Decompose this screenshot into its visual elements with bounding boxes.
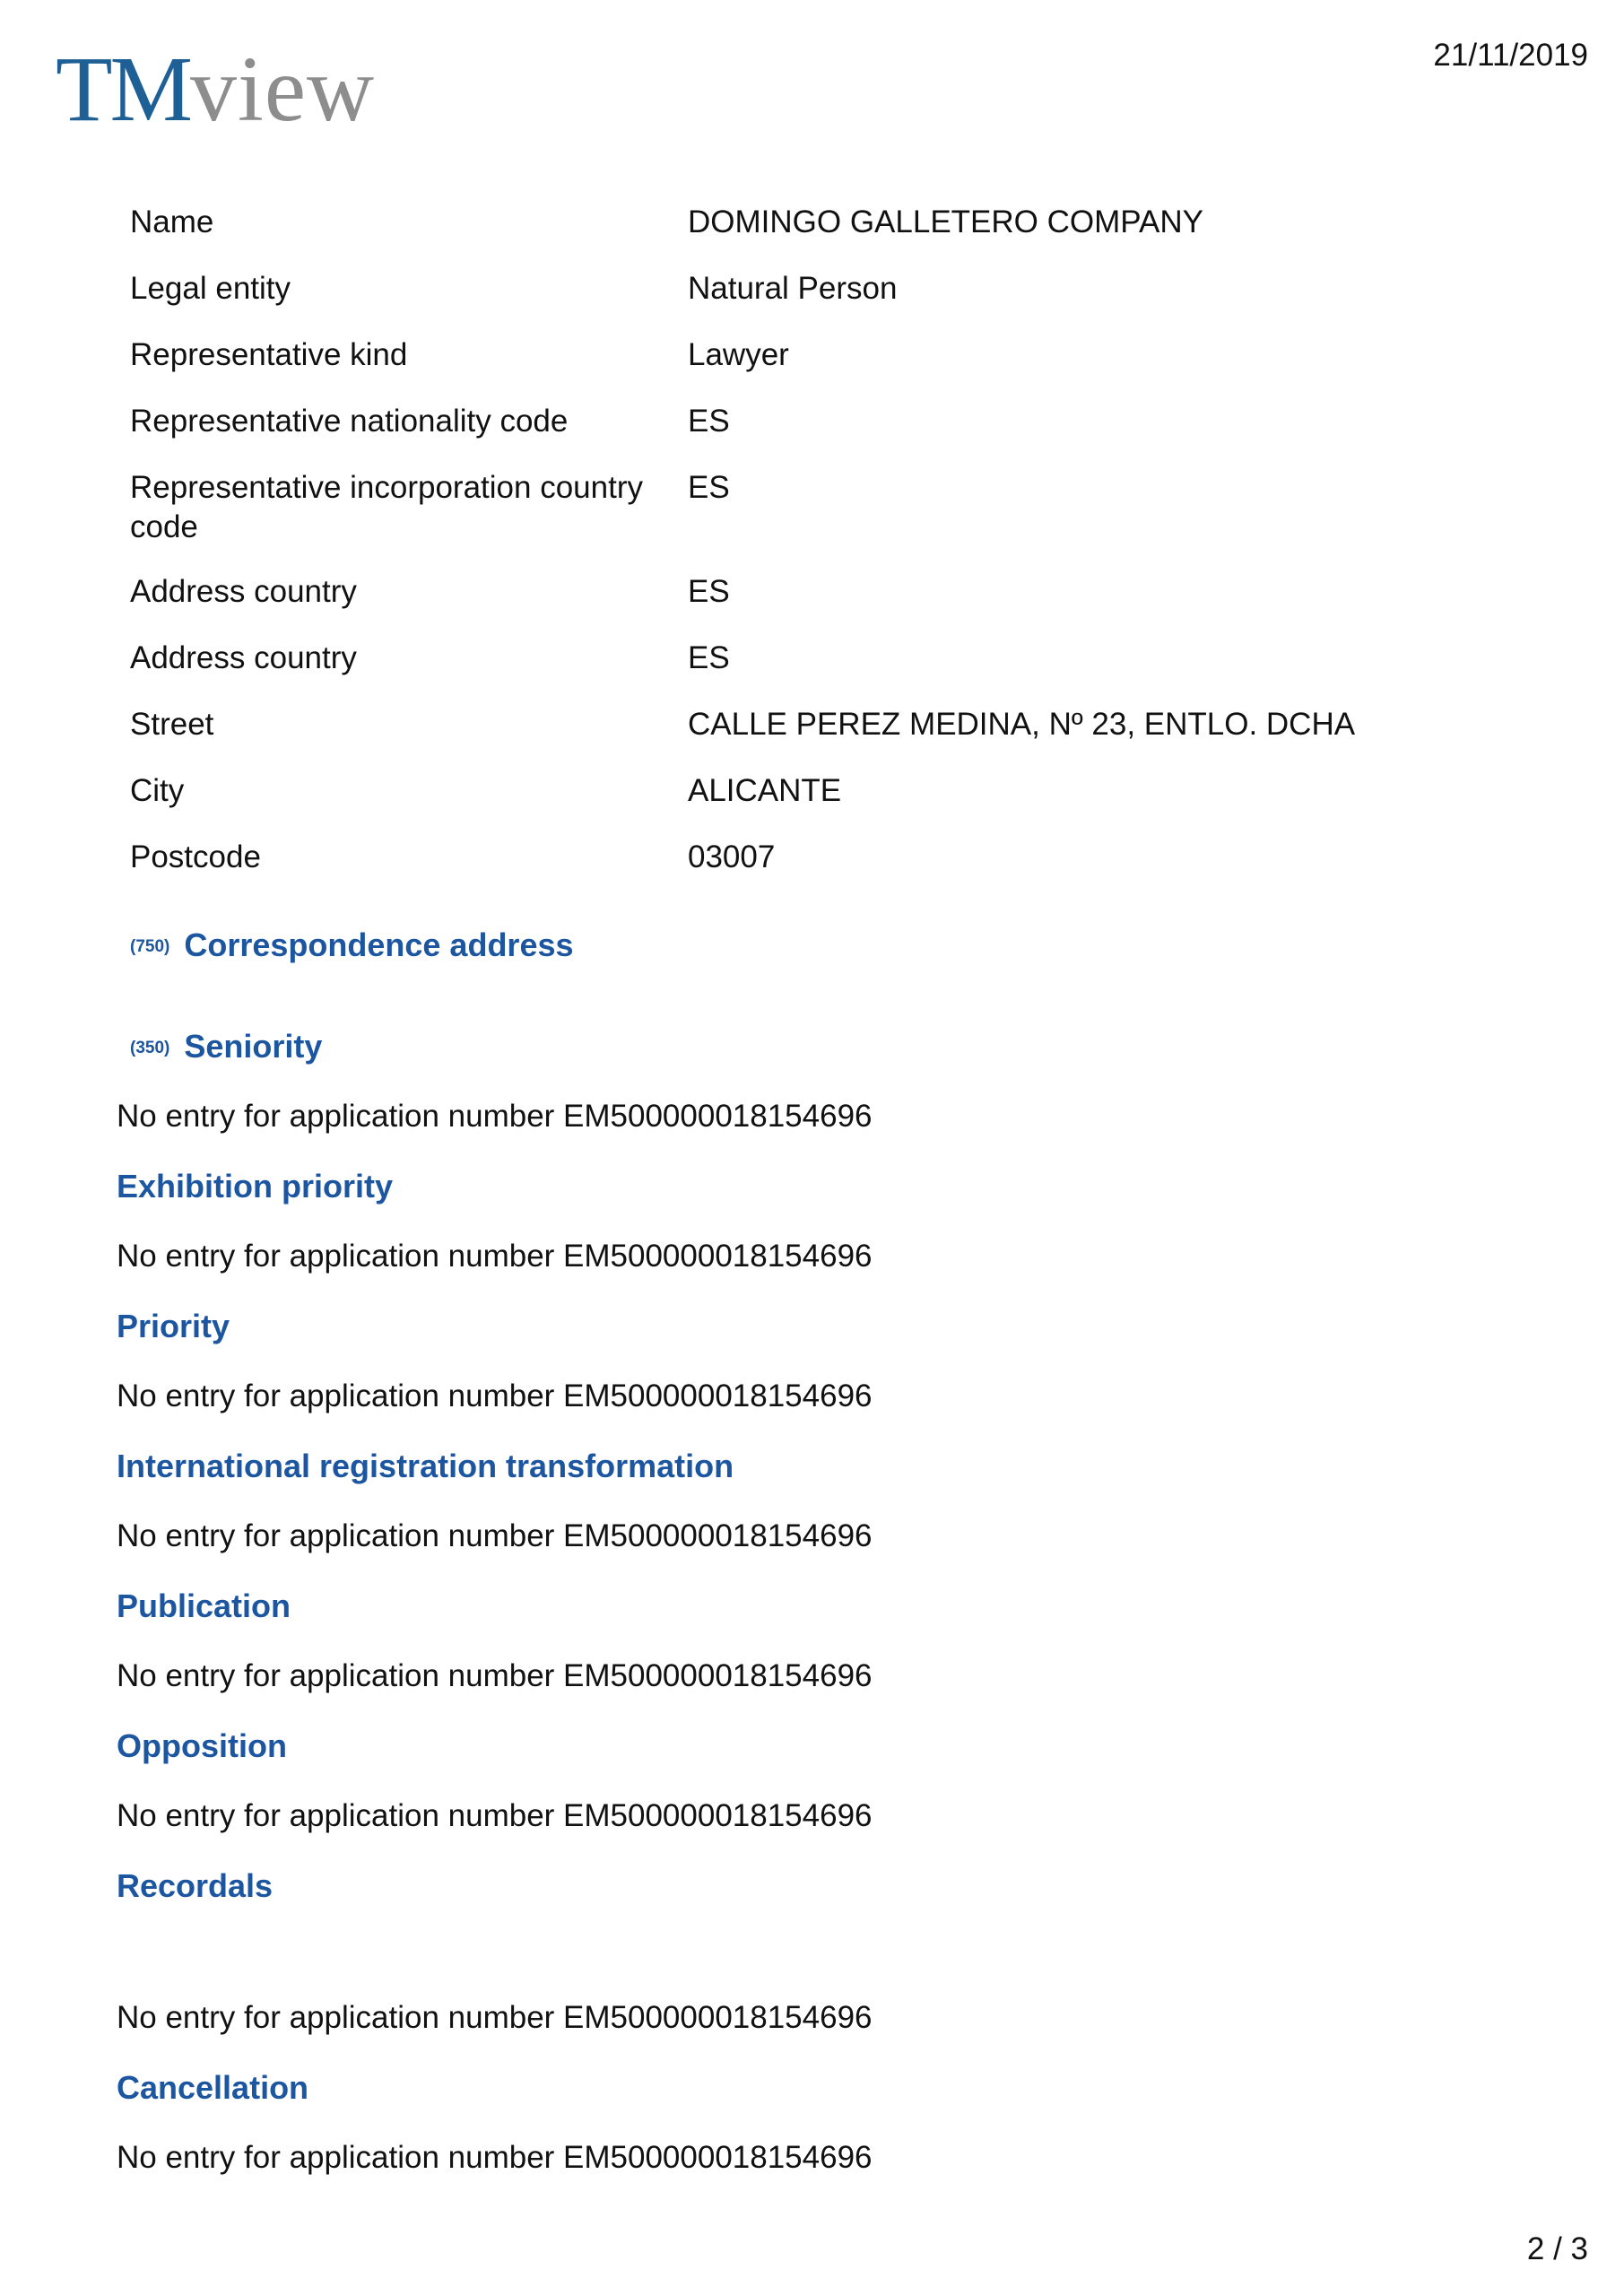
section-correspondence-address <box>117 926 574 967</box>
representative-details <box>130 203 1529 904</box>
detail-label: Address country <box>130 574 357 609</box>
recordals-note: No entry for application number EM500000018154696 <box>117 2000 873 2035</box>
detail-label: Representative kind <box>130 337 408 372</box>
detail-value: CALLE PEREZ MEDINA, Nº 23, ENTLO. DCHA <box>688 707 1356 742</box>
detail-row-street <box>130 705 1529 744</box>
section-international-registration-transformation: International registration transformation <box>117 1448 734 1484</box>
detail-value: Natural Person <box>688 271 898 306</box>
cancellation-note: No entry for application number EM500000018154696 <box>117 2140 873 2175</box>
detail-value: ALICANTE <box>688 773 842 808</box>
detail-row-address-country <box>130 572 1529 612</box>
detail-value: ES <box>688 470 730 505</box>
publication-note: No entry for application number EM500000018154696 <box>117 1658 873 1693</box>
detail-row-address-country <box>130 639 1529 678</box>
detail-label: Street <box>130 707 214 742</box>
tmview-logo <box>56 38 376 141</box>
detail-label: Name <box>130 204 214 239</box>
detail-row-incorporation-country-code <box>130 468 1529 547</box>
detail-row-nationality-code <box>130 402 1529 441</box>
seniority-note: No entry for application number EM500000018154696 <box>117 1099 873 1134</box>
section-opposition: Opposition <box>117 1727 287 1764</box>
detail-label: Representative nationality code <box>130 404 569 439</box>
detail-label: Address country <box>130 640 357 675</box>
priority-note: No entry for application number EM500000018154696 <box>117 1378 873 1413</box>
section-title: Seniority <box>184 1028 323 1065</box>
page-number: 2 / 3 <box>1526 2231 1588 2266</box>
detail-label: Legal entity <box>130 271 291 306</box>
section-priority: Priority <box>117 1308 230 1344</box>
detail-label: City <box>130 773 185 808</box>
section-exhibition-priority: Exhibition priority <box>117 1168 394 1205</box>
detail-row-postcode <box>130 838 1529 877</box>
detail-value: ES <box>688 640 730 675</box>
detail-row-city <box>130 771 1529 811</box>
detail-value: 03007 <box>688 839 776 874</box>
section-recordals: Recordals <box>117 1867 274 1904</box>
detail-label: Representative incorporation country code <box>130 470 643 544</box>
section-cancellation: Cancellation <box>117 2069 309 2106</box>
section-publication: Publication <box>117 1587 291 1624</box>
section-title: Correspondence address <box>184 926 574 963</box>
detail-row-name <box>130 203 1529 242</box>
detail-label: Postcode <box>130 839 261 874</box>
international-registration-note: No entry for application number EM500000018154696 <box>117 1518 873 1553</box>
logo-tm-text: TM <box>56 38 190 141</box>
section-seniority <box>117 1027 322 1068</box>
detail-value: Lawyer <box>688 337 789 372</box>
logo-view-text: view <box>190 38 376 141</box>
detail-row-legal-entity <box>130 269 1529 309</box>
detail-row-representative-kind <box>130 335 1529 375</box>
inid-code: (750) <box>130 937 170 957</box>
detail-value: ES <box>688 404 730 439</box>
inid-code: (350) <box>130 1039 170 1058</box>
opposition-note: No entry for application number EM500000018154696 <box>117 1798 873 1833</box>
detail-value: ES <box>688 574 730 609</box>
exhibition-priority-note: No entry for application number EM500000018154696 <box>117 1239 873 1274</box>
print-date: 21/11/2019 <box>1433 38 1588 73</box>
detail-value: DOMINGO GALLETERO COMPANY <box>688 204 1203 239</box>
